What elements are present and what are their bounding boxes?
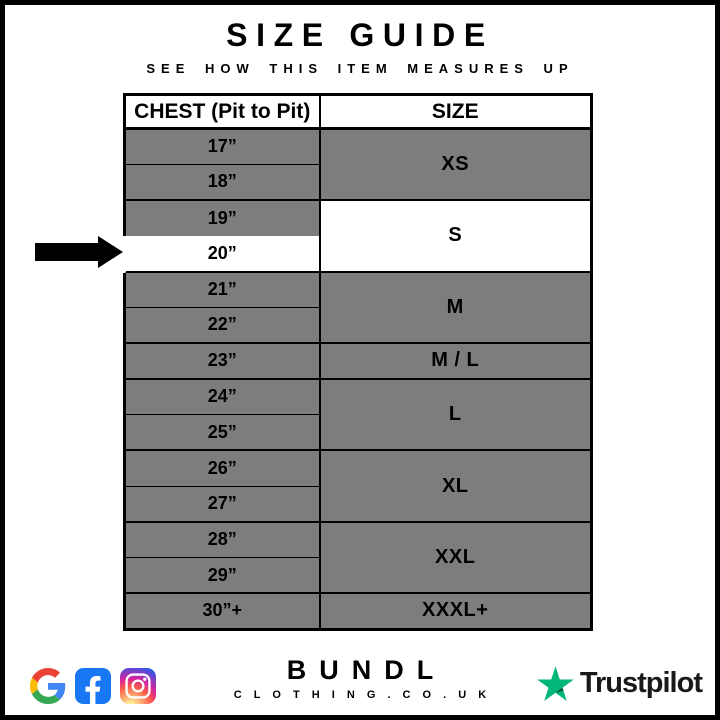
size-cell: XL bbox=[320, 450, 592, 522]
size-cell: M bbox=[320, 272, 592, 344]
brand-domain: C L O T H I N G . C O . U K bbox=[233, 689, 491, 701]
brand-name: BUNDL bbox=[286, 655, 447, 685]
table-row bbox=[125, 129, 592, 165]
highlight-arrow-icon bbox=[35, 236, 123, 273]
trustpilot-star-icon bbox=[537, 666, 574, 701]
table-row bbox=[125, 272, 592, 308]
table-row bbox=[125, 379, 592, 415]
size-cell: XXXL+ bbox=[320, 593, 592, 629]
table-row bbox=[125, 593, 592, 629]
chest-cell: 19” bbox=[125, 200, 320, 236]
size-table-body bbox=[125, 129, 592, 630]
arrow-shape bbox=[35, 236, 123, 268]
trustpilot-logo bbox=[537, 666, 702, 701]
table-row bbox=[125, 200, 592, 236]
table-row bbox=[125, 450, 592, 486]
chest-cell: 23” bbox=[125, 343, 320, 379]
trustpilot-label: Trustpilot bbox=[579, 667, 702, 699]
size-cell: XS bbox=[320, 129, 592, 201]
chest-cell: 29” bbox=[125, 558, 320, 594]
size-cell: M / L bbox=[320, 343, 592, 379]
chest-column-header: CHEST (Pit to Pit) bbox=[125, 95, 320, 129]
chest-cell: 21” bbox=[125, 272, 320, 308]
chest-cell: 25” bbox=[125, 415, 320, 451]
chest-cell: 26” bbox=[125, 450, 320, 486]
table-header-row bbox=[125, 95, 592, 129]
chest-cell: 22” bbox=[125, 307, 320, 343]
chest-cell: 28” bbox=[125, 522, 320, 558]
table-row bbox=[125, 522, 592, 558]
chest-cell: 30”+ bbox=[125, 593, 320, 629]
size-cell: XXL bbox=[320, 522, 592, 594]
page-subtitle: SEE HOW THIS ITEM MEASURES UP bbox=[146, 61, 574, 76]
table-row bbox=[125, 343, 592, 379]
page-title: SIZE GUIDE bbox=[226, 17, 494, 53]
size-cell: S bbox=[320, 200, 592, 272]
size-column-header: SIZE bbox=[320, 95, 592, 129]
size-cell: L bbox=[320, 379, 592, 451]
size-table bbox=[123, 93, 593, 631]
chest-cell: 27” bbox=[125, 486, 320, 522]
chest-cell: 18” bbox=[125, 164, 320, 200]
chest-cell: 20” bbox=[125, 236, 320, 272]
chest-cell: 17” bbox=[125, 129, 320, 165]
chest-cell: 24” bbox=[125, 379, 320, 415]
footer bbox=[5, 650, 715, 715]
